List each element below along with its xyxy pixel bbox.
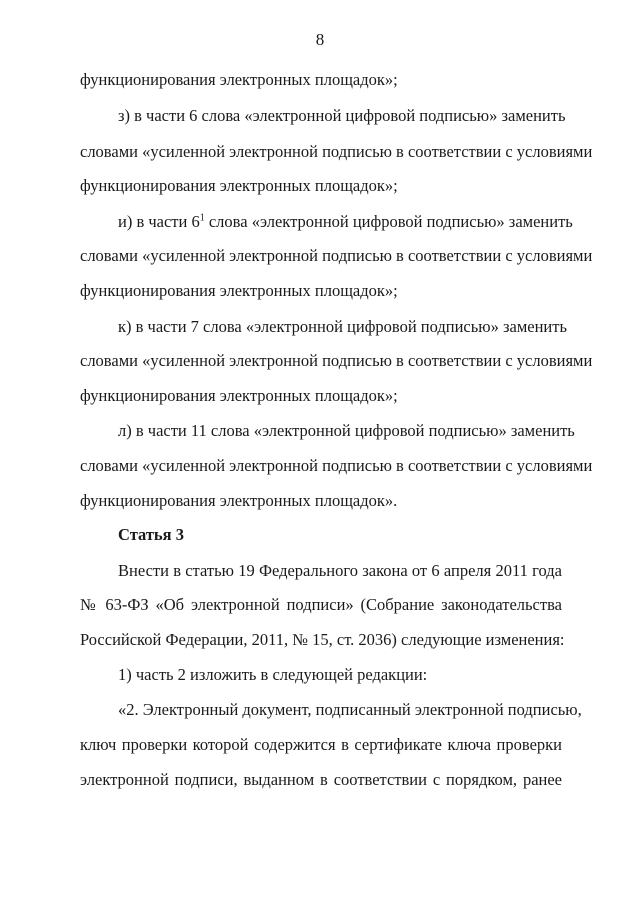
page-number: 8: [315, 30, 325, 49]
text-line: Российской Федерации, 2011, № 15, ст. 2036) следующие изменения:: [80, 630, 565, 649]
text-line: функционирования электронных площадок»;: [80, 70, 398, 89]
text-line: к) в части 7 слова «электронной цифровой подписью» заменить: [118, 317, 567, 336]
text-line: функционирования электронных площадок»;: [80, 386, 398, 405]
text-line: ключ проверки которой содержится в сертификате ключа проверки: [80, 735, 562, 754]
text-line: № 63-ФЗ «Об электронной подписи» (Собрание законодательства: [80, 595, 562, 614]
text-line: словами «усиленной электронной подписью в соответствии с условиями: [80, 246, 593, 265]
text-line: Внести в статью 19 Федерального закона от 6 апреля 2011 года: [118, 561, 562, 580]
text-line: функционирования электронных площадок».: [80, 491, 398, 510]
text-line: з) в части 6 слова «электронной цифровой подписью» заменить: [118, 106, 566, 125]
item-i-prefix: и) в части 6: [118, 212, 200, 231]
superscript: 1: [199, 212, 205, 224]
text-line: «2. Электронный документ, подписанный электронной подписью,: [118, 700, 582, 719]
text-line: словами «усиленной электронной подписью в соответствии с условиями: [80, 456, 593, 475]
article-heading: Статья 3: [118, 525, 184, 544]
text-line: л) в части 11 слова «электронной цифровой подписью» заменить: [118, 421, 575, 440]
text-line: словами «усиленной электронной подписью в соответствии с условиями: [80, 142, 593, 161]
text-line-item-i: [118, 211, 573, 233]
item-i-rest: слова «электронной цифровой подписью» заменить: [208, 212, 573, 231]
text-line: 1) часть 2 изложить в следующей редакции:: [118, 665, 428, 684]
text-line: электронной подписи, выданном в соответствии с порядком, ранее: [80, 770, 562, 789]
text-line: функционирования электронных площадок»;: [80, 281, 398, 300]
text-line: функционирования электронных площадок»;: [80, 176, 398, 195]
text-line: словами «усиленной электронной подписью в соответствии с условиями: [80, 351, 593, 370]
